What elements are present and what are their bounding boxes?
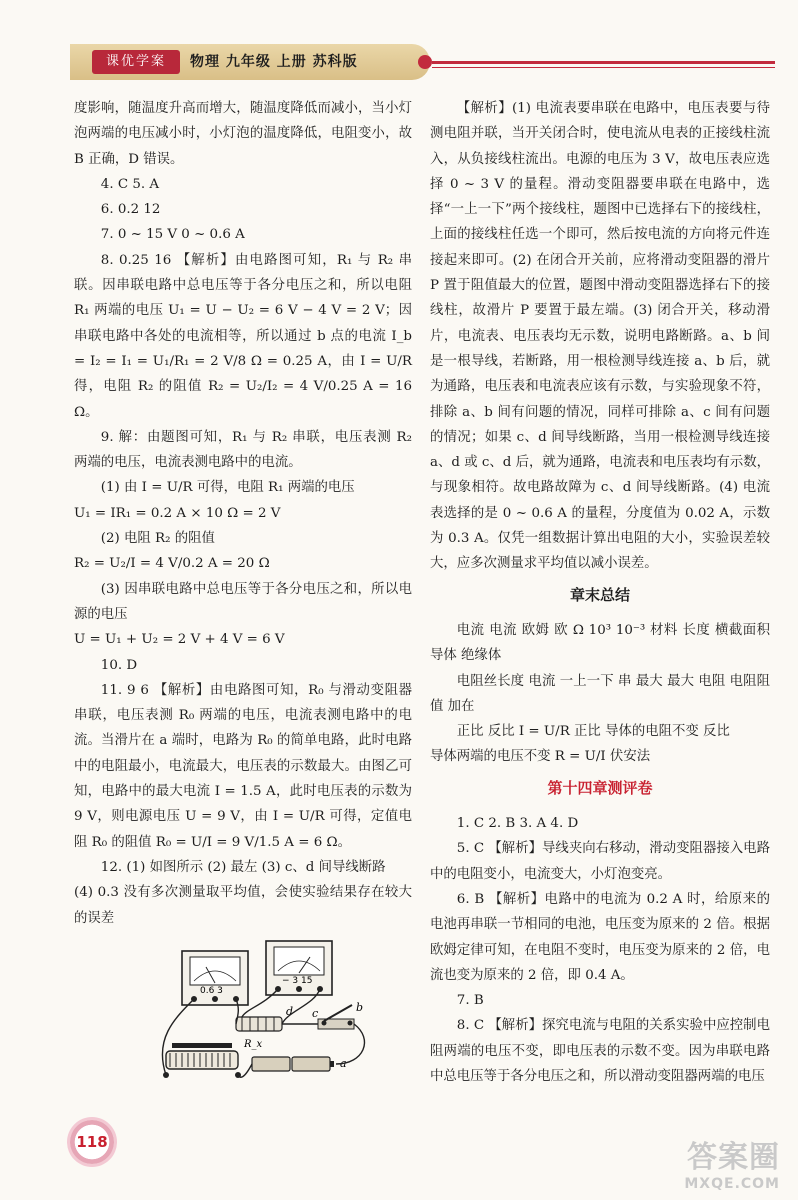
answer-9: 9. 解：由题图可知，R₁ 与 R₂ 串联，电压表测 R₂ 两端的电压，电流表测电路中的电流。	[74, 429, 412, 471]
test-answer-6: 6. B 【解析】电路中的电流为 0.2 A 时，给原来的电池再串联一节相同的电池，电压变为原来的 2 倍。根据欧姆定律可知，在电阻不变时，电压变为原来的 2 倍，电流也变为原来的 2 倍，即 0.4 A。	[430, 891, 770, 983]
answer-4-5: 4. C 5. A	[100, 176, 160, 192]
answer-9-step-2: (2) 电阻 R₂ 的阻值	[100, 531, 215, 547]
header-title: 物理 九年级 上册 苏科版	[190, 54, 358, 70]
watermark-logo: 答案圈	[687, 1140, 780, 1175]
answer-9-eq-2: R₂ = U₂/I = 4 V/0.2 A = 20 Ω	[74, 556, 270, 572]
chapter-summary-title: 章末总结	[569, 585, 630, 604]
answer-9-step-1: (1) 由 I = U/R 可得，电阻 R₁ 两端的电压	[100, 480, 355, 496]
test-answer-7: 7. B	[456, 993, 484, 1009]
battery-icon	[252, 1057, 334, 1071]
header-rule-thin	[432, 67, 775, 68]
brand-badge: 课优学案	[92, 50, 180, 74]
answer-10: 10. D	[100, 657, 138, 673]
left-column	[74, 96, 412, 1089]
watermark	[650, 1132, 780, 1192]
watermark-url: MXQE.COM	[684, 1176, 780, 1192]
test-answers-1-4: 1. C 2. B 3. A 4. D	[456, 816, 579, 832]
summary-line-4: 导体两端的电压不变 R = U/I 伏安法	[430, 749, 651, 765]
ammeter-icon	[182, 951, 248, 1005]
answer-9-step-3: (3) 因串联电路中总电压等于各分电压之和，所以电源的电压	[74, 581, 412, 622]
summary-line-2: 电阻丝长度 电流 一上一下 串 最大 最大 电阻 电阻阻值 加在	[430, 673, 770, 714]
voltmeter-label: − 3 15	[282, 975, 313, 986]
resistor-label: R_x	[244, 1038, 263, 1050]
answer-11: 11. 9 6 【解析】由电路图可知，R₀ 与滑动变阻器串联，电压表测 R₀ 两端的电压，电流表测电路中的电流。当滑片在 a 端时，电路为 R₀ 的简单电路，此时电路中的电阻最小，电流最大，电压表的示数最大。由图乙可知，电路中的最大电流 I = 1.5 A，此时电压表的示数为 9 V，则电源电压 U = 9 V，由 I = U/R 可得，定值电阻 R₀ 的阻值 R₀ = U/I = 9 V/1.5 A = 6 Ω。	[74, 682, 412, 850]
switch-icon	[318, 1005, 354, 1029]
point-b-label: b	[356, 1000, 364, 1014]
answer-12-analysis: 【解析】(1) 电流表要串联在电路中，电压表要与待测电阻并联，当开关闭合时，使电流从电表的正接线柱流入，从负接线柱流出。电源的电压为 3 V，故电压表应选择 0 ~ 3 V 的量程。滑动变阻器要串联在电路中，选择“一上一下”两个接线柱，题图中已选择右下的接线柱，上面的接线柱任选一个即可，然后按电流的方向将元件连接起来即可。(2) 在闭合开关前，应将滑动变阻器的滑片 P 置于阻值最大的位置，题图中滑动变阻器选择右下的接线柱，故滑片 P 要置于最左端。(3) 闭合开关，移动滑片，电流表、电压表均无示数，说明电路断路。a、b 间是一根导线，若断路，用一根检测导线连接 a、b 后，就为通路，电压表和电流表应该有示数，与实验现象不符，排除 a、b 间有问题的情况，同样可排除 a、c 间有问题的情况；如果 c、d 间导线断路，当用一根检测导线连接 a、d 或 c、d 后，就为通路，电流表和电压表均有示数，与现象相符。故电路故障为 c、d 间导线断路。(4) 电流表选择的是 0 ~ 0.6 A 的量程，分度值为 0.02 A，示数为 0.3 A。仅凭一组数据计算出电阻的大小，实验误差较大，应多次测量求平均值以减小误差。	[430, 101, 770, 572]
voltmeter-icon	[266, 941, 332, 995]
summary-line-3: 正比 反比 I = U/R 正比 导体的电阻不变 反比	[456, 724, 730, 740]
point-a-label: a	[340, 1056, 347, 1070]
answer-9-eq-3: U = U₁ + U₂ = 2 V + 4 V = 6 V	[74, 632, 285, 648]
summary-line-1: 电流 电流 欧姆 欧 Ω 10³ 10⁻³ 材料 长度 横截面积 导体 绝缘体	[430, 622, 770, 664]
answer-12-part-4: (4) 0.3 没有多次测量取平均值，会使实验结果存在较大的误差	[74, 885, 412, 926]
header-rule	[432, 61, 775, 64]
page-number: 118	[70, 1120, 114, 1164]
resistor-icon	[236, 1017, 282, 1031]
page-header	[70, 44, 775, 80]
answer-continuation: 度影响，随温度升高而增大，随温度降低而减小，当小灯泡两端的电压减小时，小灯泡的温度降低，电阻变小，故 B 正确，D 错误。	[74, 101, 412, 167]
answer-7: 7. 0 ~ 15 V 0 ~ 0.6 A	[100, 227, 245, 243]
answer-6: 6. 0.2 12	[100, 202, 161, 218]
answer-8: 8. 0.25 16 【解析】由电路图可知，R₁ 与 R₂ 串联。因串联电路中总电压等于各分电压之和，所以电阻 R₁ 两端的电压 U₁ = U − U₂ = 6 V − 4 V = 2 V；因串联电路中各处的电流相等，所以通过 b 点的电流 I_b = I₂ = I₁ = U₁/R₁ = 2 V/8 Ω = 0.25 A，由 I = U/R 得，电阻 R₂ 的阻值 R₂ = U₂/I₂ = 4 V/0.25 A = 16 Ω。	[74, 252, 412, 420]
test-answer-5: 5. C 【解析】导线夹向右移动，滑动变阻器接入电路中的电阻变小，电流变大，小灯泡变亮。	[430, 841, 770, 882]
circuit-svg	[74, 939, 412, 1089]
answer-12: 12. (1) 如图所示 (2) 最左 (3) c、d 间导线断路	[100, 859, 386, 875]
chapter-test-title: 第十四章测评卷	[547, 778, 653, 797]
point-d-label: d	[286, 1004, 294, 1018]
test-answer-8: 8. C 【解析】探究电流与电阻的关系实验中应控制电阻两端的电压不变，即电压表的示数不变。因为串联电路中总电压等于各分电压之和，所以滑动变阻器两端的电压	[430, 1018, 770, 1084]
right-column	[430, 96, 770, 1089]
header-dot-icon	[418, 55, 432, 69]
point-c-label: c	[312, 1006, 319, 1020]
rheostat-icon	[163, 1043, 241, 1078]
ammeter-label: 0.6 3	[200, 985, 223, 996]
circuit-diagram	[74, 939, 412, 1089]
answer-9-eq-1: U₁ = IR₁ = 0.2 A × 10 Ω = 2 V	[74, 505, 281, 521]
